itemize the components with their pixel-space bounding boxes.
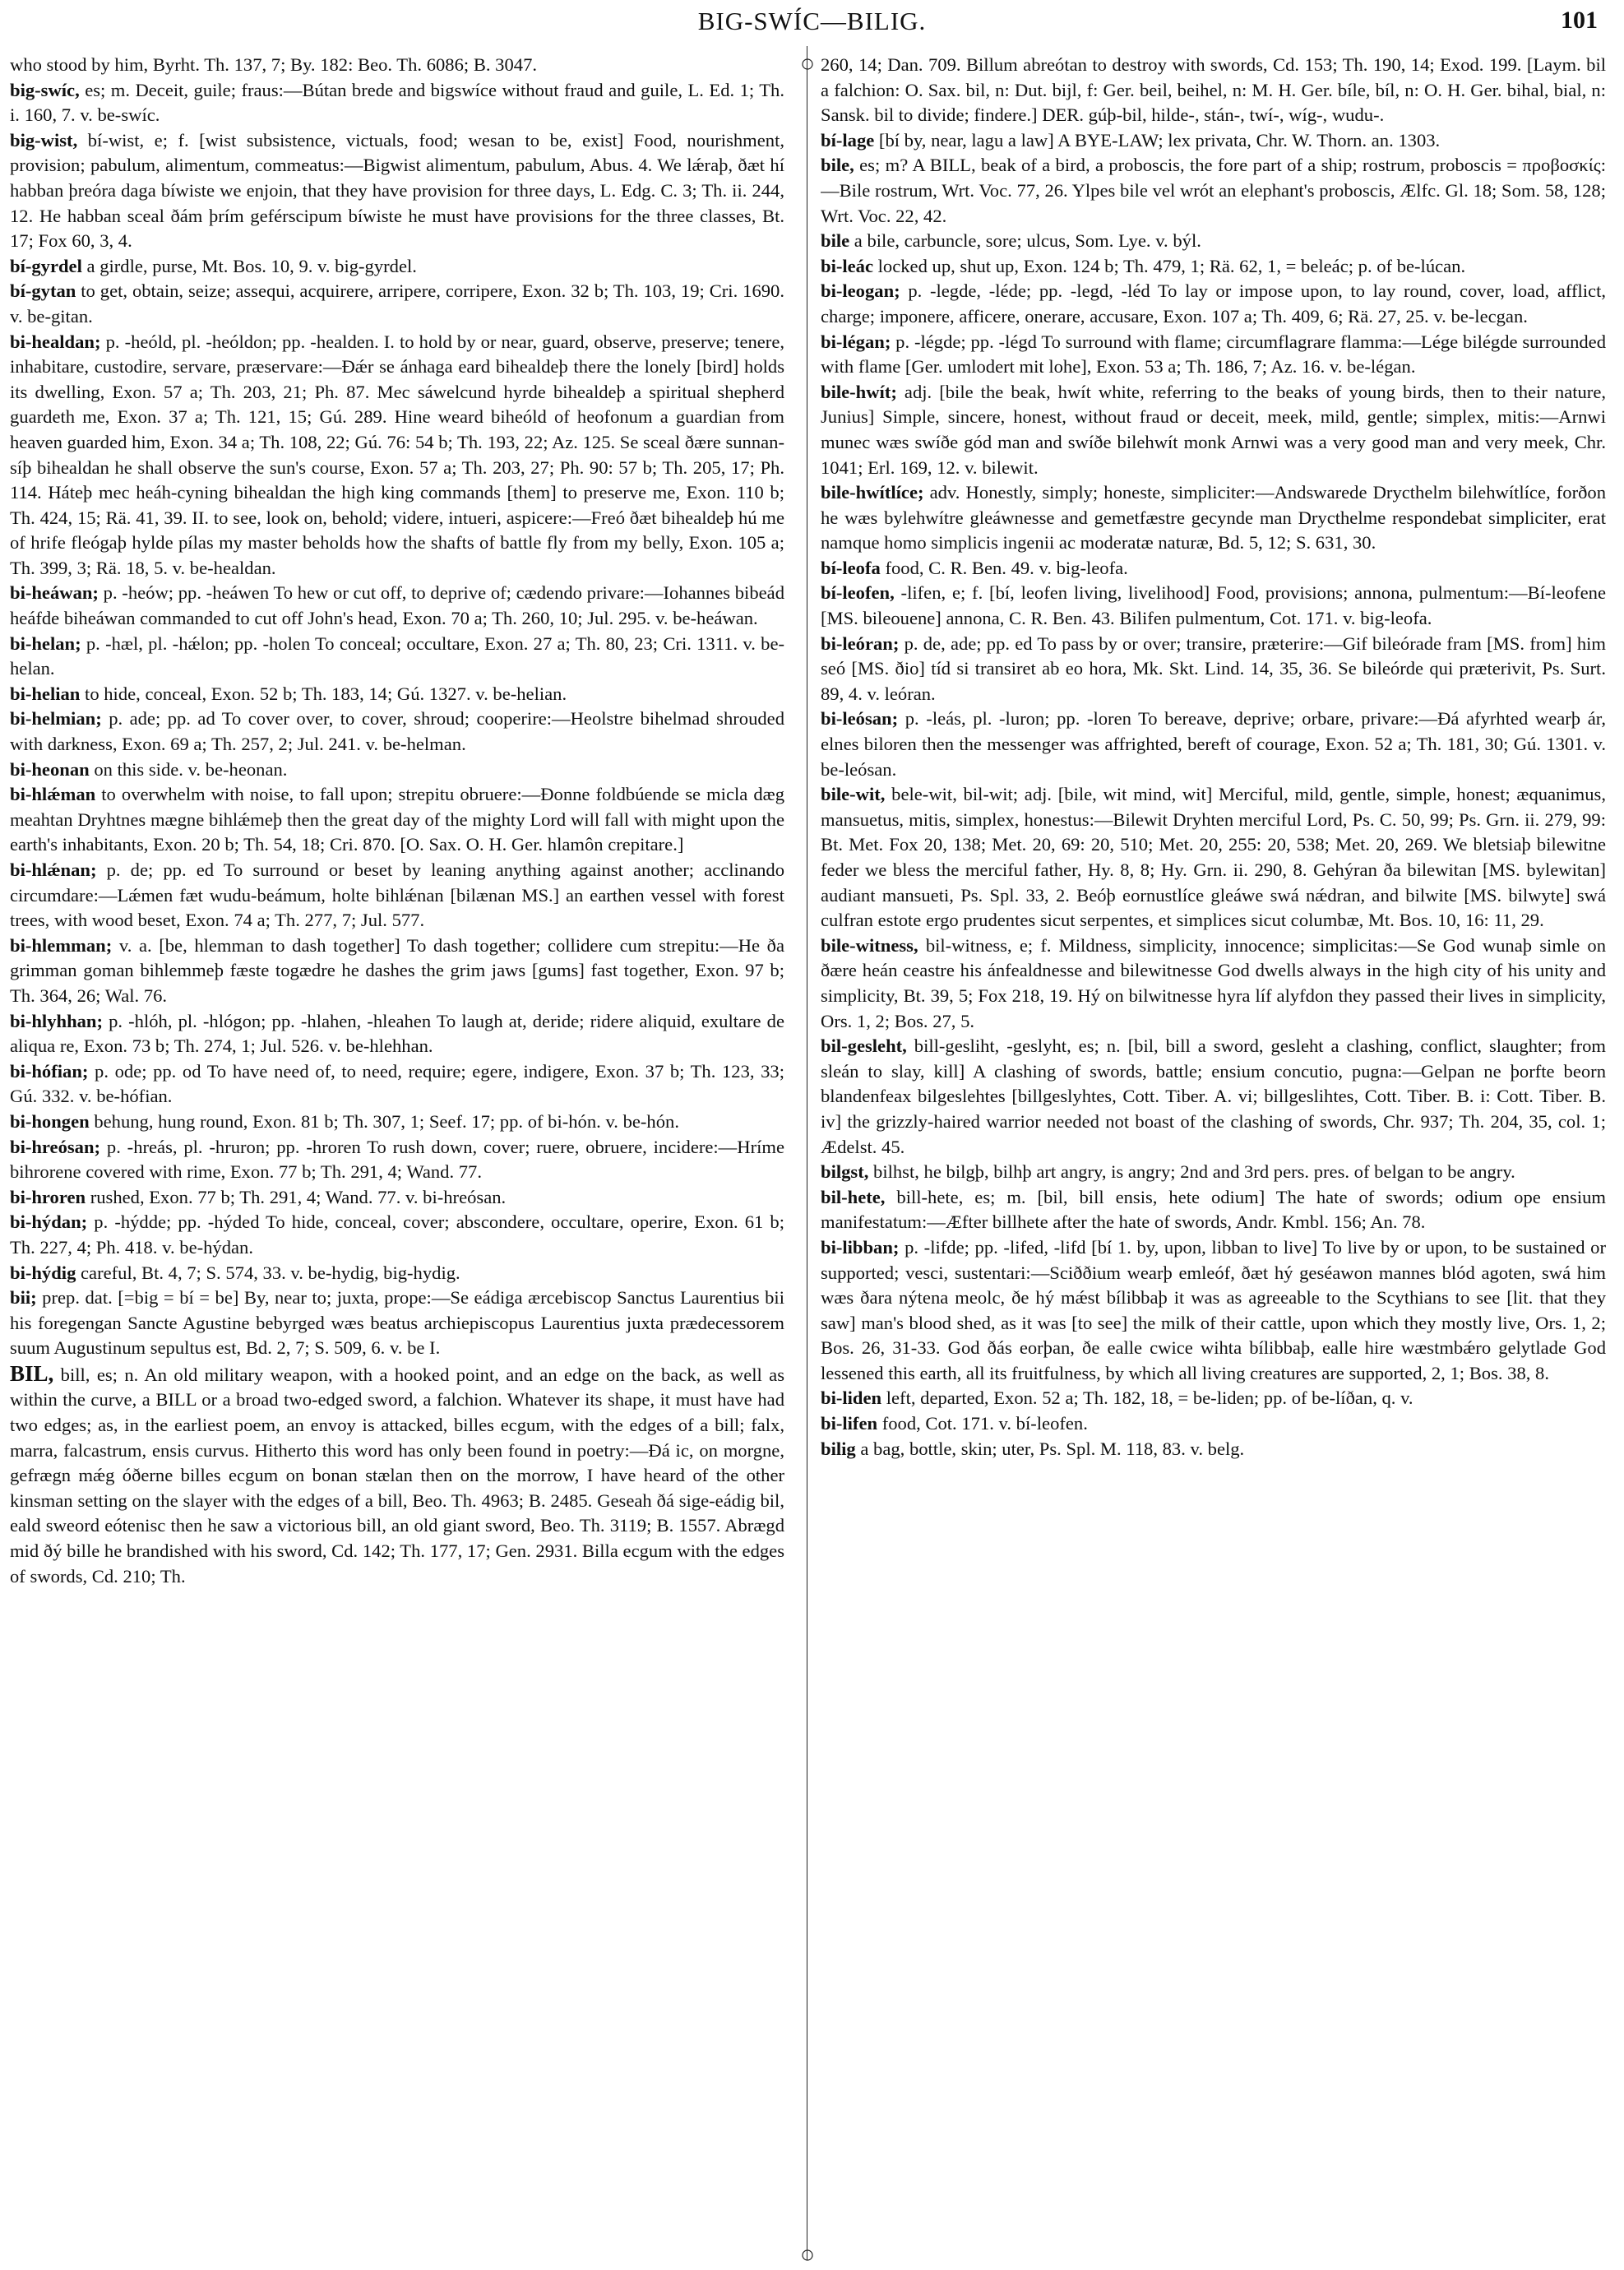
entry-definition: who stood by him, Byrht. Th. 137, 7; By. 182: Beo. Th. 6086; B. 3047. (10, 54, 538, 75)
entry-headword: bí-gyrdel (10, 255, 82, 276)
dictionary-entry (10, 632, 784, 682)
entry-headword: bilig (821, 1438, 856, 1459)
entry-definition: bil-witness, e; f. Mildness, simplicity, innocence; simplicitas:—Se God wunaþ simle on ðære heán ceastre his ánfealdnesse and bilewitnesse God dwells always in the high city of his unity and simplicity, Bt. 39, 5; Fox 218, 19. Hý on bilwitnesse hyra líf alyfdon they passed their lives in simplicity, Ors. 1, 2; Bos. 27, 5. (821, 934, 1606, 1031)
entry-headword: bi-healdan; (10, 331, 101, 352)
entry-definition: to hide, conceal, Exon. 52 b; Th. 183, 14; Gú. 1327. v. be-helian. (80, 683, 567, 704)
entry-headword: bi-liden (821, 1387, 882, 1409)
entry-headword: bii; (10, 1287, 37, 1309)
entry-headword: bil-gesleht, (821, 1035, 907, 1057)
page-header (0, 7, 1624, 43)
entry-headword: bi-hlǽman (10, 784, 96, 805)
dictionary-entry (821, 1411, 1606, 1437)
entry-definition: food, C. R. Ben. 49. v. big-leofa. (880, 557, 1128, 578)
running-head: BIG-SWÍC—BILIG. (697, 7, 927, 35)
dictionary-entry (821, 1235, 1606, 1387)
entry-headword: bile-wit, (821, 784, 886, 805)
entry-headword: bi-hongen (10, 1110, 90, 1132)
dictionary-entry (821, 330, 1606, 380)
dictionary-entry (10, 682, 784, 707)
entry-headword: bi-hreósan; (10, 1136, 101, 1157)
entry-headword: bi-lifen (821, 1413, 878, 1434)
entry-definition: bele-wit, bil-wit; adj. [bile, wit mind, wit] Merciful, mild, gentle, simple, honest; æquanimus, mansuetus, mitis, simplex, honestus:—Bilewit Dryhten merciful Lord, Ps. C. 50, 99; Ps. Grn. ii. 279, 99: Bt. Met. Fox 20, 138; Met. 20, 69: 20, 510; Met. 20, 255: 20, 538; Met. 20, 269. We bletsiaþ bilewitne feder we bless the merciful father, Hy. 8, 8; Hy. Grn. ii. 290, 8. Gehýran ða bilewitan [MS. bylewitan] audiant mansueti, Ps. Spl. 33, 2. Beóþ eornustlíce gleáwe swá nǽdran, and bilwite [MS. bilwyte] swá culfran estote ergo prudentes sicut serpentes, et simplices sicut columbæ, Mt. Bos. 10, 16: 11, 29. (821, 784, 1606, 931)
entry-definition: bilhst, he bilgþ, bilhþ art angry, is angry; 2nd and 3rd pers. pres. of belgan to be angry. (868, 1161, 1515, 1183)
divider-ornament-top (796, 53, 819, 76)
entry-headword: bile-hwítlíce; (821, 482, 924, 503)
entry-definition: es; m. Deceit, guile; fraus:—Bútan brede and bigswíce without fraud and guile, L. Ed. 1; Th. i. 160, 7. v. be-swíc. (10, 79, 784, 126)
entry-headword: bí-leofen, (821, 582, 895, 604)
entry-headword: bi-hlyhhan; (10, 1010, 104, 1031)
entry-headword: bí-lage (821, 129, 875, 151)
dictionary-entry (10, 1361, 784, 1589)
entry-headword: bi-leác (821, 255, 873, 276)
entry-headword: bile, (821, 155, 854, 176)
entry-definition: behung, hung round, Exon. 81 b; Th. 307, 1; Seef. 17; pp. of bi-hón. v. be-hón. (89, 1110, 679, 1132)
entry-headword: bi-libban; (821, 1236, 900, 1258)
entry-headword: bí-gytan (10, 280, 76, 302)
dictionary-entry (10, 581, 784, 631)
entry-headword: bi-hlǽnan; (10, 859, 97, 880)
entry-definition: a bile, carbuncle, sore; ulcus, Som. Lye. v. býl. (849, 230, 1201, 252)
entry-headword: bi-hlemman; (10, 934, 113, 956)
dictionary-entry (821, 1386, 1606, 1411)
dictionary-entry (10, 757, 784, 783)
entry-definition: bill, es; n. An old military weapon, with a hooked point, and an edge on the back, as well as within the curve, a BILL or a broad two-edged sword, a falchion. Whatever its shape, it must have had two edges; as, in the earliest poem, an envoy is attacked, billes ecgum, with the edges of a bill; falx, marra, falcastrum, ensis curvus. Hitherto this word has only been found in poetry:—Ðá ic, on morgne, gefrægn mǽg óðerne billes ecgum on bonan stælan then on the morrow, I have heard of the other kinsman setting on the slayer with the edges of a bill, Beo. Th. 4963; B. 2485. Geseah ðá sige-eádig bil, eald sweord eótenisc then he saw a victorious bill, an old giant sword, Beo. Th. 3119; B. 1557. Abrægd mid ðý bille he brandished with his sword, Cd. 142; Th. 177, 17; Gen. 2931. Billa ecgum with the edges of swords, Cd. 210; Th. (10, 1364, 784, 1587)
dictionary-entry (10, 53, 784, 78)
dictionary-entry (821, 229, 1606, 254)
entry-definition: 260, 14; Dan. 709. Billum abreótan to destroy with swords, Cd. 153; Th. 190, 14; Exod. 199. [Laym. bil a falchion: O. Sax. bil, n: Dut. bijl, f: Ger. beil, beihel, n: M. H. Ger. bíle, bíl, n: O. H. Ger. bihal, bial, n: Sansk. bil to divide; findere.] DER. gúþ-bil, hilde-, stán-, twí-, wíg-, wudu-. (821, 54, 1606, 126)
dictionary-entry (821, 53, 1606, 128)
entry-headword: bi-leóran; (821, 632, 900, 654)
dictionary-entry (821, 380, 1606, 480)
entry-definition: food, Cot. 171. v. bí-leofen. (877, 1413, 1088, 1434)
dictionary-entry (821, 632, 1606, 707)
entry-definition: a bag, bottle, skin; uter, Ps. Spl. M. 118, 83. v. belg. (855, 1438, 1245, 1459)
dictionary-entry (821, 1185, 1606, 1235)
entry-definition: to overwhelm with noise, to fall upon; strepitu obruere:—Ðonne foldbúende se micla dæg meahtan Dryhtnes mægne bihlǽmeþ then the great day of the mighty Lord will fall with might upon the earth's inhabitants, Exon. 20 b; Th. 54, 18; Cri. 870. [O. Sax. O. H. Ger. hlamôn crepitare.] (10, 784, 784, 855)
entry-definition: p. de, ade; pp. ed To pass by or over; transire, præterire:—Gif bileórade fram [MS. from] him seó [MS. ðio] tíd si transiret ab eo hora, Mk. Skt. Lind. 14, 35, 36. Se bileórde qui præterivit, Ps. Surt. 89, 4. v. leóran. (821, 632, 1606, 704)
entry-headword: bi-hýdan; (10, 1211, 88, 1233)
dictionary-entry (10, 858, 784, 933)
page-number: 101 (1561, 7, 1598, 34)
dictionary-entry (821, 1034, 1606, 1160)
entry-definition: [bí by, near, lagu a law] A BYE-LAW; lex privata, Chr. W. Thorn. an. 1303. (874, 129, 1441, 151)
entry-headword: bi-helan; (10, 632, 81, 654)
entry-headword: bile-witness, (821, 934, 918, 956)
entry-definition: to get, obtain, seize; assequi, acquirere, arripere, corripere, Exon. 32 b; Th. 103, 19; Cri. 1690. v. be-gitan. (10, 280, 784, 327)
dictionary-entry (10, 254, 784, 280)
entry-definition: left, departed, Exon. 52 a; Th. 182, 18, = be-liden; pp. of be-líðan, q. v. (881, 1387, 1413, 1409)
entry-headword: bi-heáwan; (10, 582, 99, 604)
dictionary-entry (821, 556, 1606, 581)
dictionary-entry (10, 1286, 784, 1361)
left-column (10, 53, 784, 2257)
dictionary-entry (821, 480, 1606, 556)
dictionary-entry (10, 933, 784, 1009)
entry-headword: bil-hete, (821, 1186, 886, 1207)
entry-headword: bilgst, (821, 1161, 869, 1183)
entry-definition: p. -legde, -léde; pp. -legd, -léd To lay or impose upon, to lay round, cover, load, afflict, charge; imponere, afficere, onerare, accusare, Exon. 107 a; Th. 409, 6; Rä. 27, 25. v. be-lecgan. (821, 280, 1606, 327)
entry-headword: big-swíc, (10, 79, 80, 100)
divider-ornament-bottom (796, 2247, 819, 2267)
entry-headword: bi-hýdig (10, 1262, 76, 1283)
entry-headword: bile-hwít; (821, 381, 897, 402)
dictionary-entry (10, 1261, 784, 1286)
entry-definition: on this side. v. be-heonan. (89, 758, 288, 780)
entry-headword: bi-helmian; (10, 708, 102, 730)
dictionary-entry (10, 1210, 784, 1260)
entry-headword: bi-légan; (821, 331, 891, 352)
dictionary-entry (821, 153, 1606, 229)
entry-headword: bi-heonan (10, 758, 90, 780)
dictionary-entry (821, 279, 1606, 329)
dictionary-entry (10, 128, 784, 254)
entry-definition: locked up, shut up, Exon. 124 b; Th. 479, 1; Rä. 62, 1, = beleác; p. of be-lúcan. (873, 255, 1466, 276)
right-column (821, 53, 1606, 2257)
entry-definition: es; m? A BILL, beak of a bird, a proboscis, the fore part of a ship; rostrum, proboscis = προβοσκίς:—Bile rostrum, Wrt. Voc. 77, 26. Ylpes bile vel wrót an elephant's proboscis, Ælfc. Gl. 18; Som. 58, 128; Wrt. Voc. 22, 42. (821, 155, 1606, 226)
entry-definition: p. -heóld, pl. -heóldon; pp. -healden. I. to hold by or near, guard, observe, preserve; tenere, inhabitare, custodire, servare, præservare:—Ðǽr se ánhaga eard bihealdeþ there the lonely [bird] holds its dwelling, Exon. 57 a; Th. 203, 21; Ph. 87. Mec sáwelcund hyrde bihealdeþ a spiritual shepherd guardeth me, Exon. 37 a; Th. 121, 15; Gú. 289. Hine weard biheóld of heofonum a guardian from heaven guarded him, Exon. 34 a; Th. 108, 22; Gú. 76: 54 b; Th. 193, 22; Az. 125. Se sceal ðære sunnan-síþ bihealdan he shall observe the sun's course, Exon. 57 a; Th. 203, 27; Ph. 90: 57 b; Th. 205, 17; Ph. 114. Háteþ mec heáh-cyning bihealdan the high king commands [them] to preserve me, Exon. 110 b; Th. 424, 15; Rä. 41, 39. II. to see, look on, behold; videre, intueri, aspicere:—Freó ðæt bihealdeþ hú me of hrife fleógaþ hylde pílas my master beholds how the shafts of battle fly from my belly, Exon. 105 a; Th. 399, 3; Rä. 18, 5. v. be-healdan. (10, 331, 784, 578)
dictionary-entry (10, 279, 784, 329)
entry-definition: p. -leás, pl. -luron; pp. -loren To bereave, deprive; orbare, privare:—Ðá afyrhted wearþ ár, elnes biloren then the messenger was affrighted, bereft of courage, Exon. 52 a; Th. 181, 30; Gú. 1301. v. be-leósan. (821, 708, 1606, 780)
entry-definition: v. a. [be, hlemman to dash together] To dash together; collidere cum strepitu:—He ða grimman goman bihlemmeþ fæste togædre he dashes the grim jaws [gums] fast together, Exon. 97 b; Th. 364, 26; Wal. 76. (10, 934, 784, 1006)
entry-headword: big-wist, (10, 129, 78, 151)
dictionary-entry (10, 330, 784, 581)
dictionary-entry (10, 1009, 784, 1059)
dictionary-entry (10, 706, 784, 757)
entry-definition: p. ode; pp. od To have need of, to need, require; egere, indigere, Exon. 37 b; Th. 123, 33; Gú. 332. v. be-hófian. (10, 1060, 784, 1107)
entry-headword: bí-leofa (821, 557, 881, 578)
entry-definition: p. -légde; pp. -légd To surround with flame; circumflagrare flamma:—Lége bilégde surrounded with flame [Ger. umlodert mit lohe], Exon. 53 a; Th. 186, 7; Az. 16. v. be-légan. (821, 331, 1606, 378)
entry-definition: bill-gesliht, -geslyht, es; n. [bil, bill a sword, gesleht a clashing, conflict, slaughter; from sleán to slay, kill] A clashing of swords, battle; ensium concutio, pugna:—Gelpan ne þorfte beorn blandenfeax bilgeslehtes [billgeslyhtes, Cott. Tiber. A. vi; billgeslihtes, Cott. Tiber. B. i: Cott. Tiber. B. iv] the grizzly-haired warrior needed not boast of the clashing of swords, Chr. 937; Th. 204, 35, col. 1; Ædelst. 45. (821, 1035, 1606, 1157)
dictionary-entry (10, 1135, 784, 1185)
entry-headword: bi-hroren (10, 1186, 86, 1207)
entry-definition: p. -hlóh, pl. -hlógon; pp. -hlahen, -hleahen To laugh at, deride; ridere aliquid, exultare de aliqua re, Exon. 73 b; Th. 274, 1; Jul. 526. v. be-hlehhan. (10, 1010, 784, 1057)
entry-definition: bí-wist, e; f. [wist subsistence, victuals, food; wesan to be, exist] Food, nourishment, provision; pabulum, alimentum, commeatus:—Bigwist alimentum, pabulum, Abus. 4. We lǽraþ, ðæt hí habban þreóra daga bíwiste we enjoin, that they have provision for three days, L. Edg. C. 3; Th. ii. 244, 12. He habban sceal ðám þrím geférscipum bíwiste he must have provisions for the three classes, Bt. 17; Fox 60, 3, 4. (10, 129, 784, 252)
entry-definition: p. -hæl, pl. -hǽlon; pp. -holen To conceal; occultare, Exon. 27 a; Th. 80, 23; Cri. 1311. v. be-helan. (10, 632, 784, 679)
dictionary-entry (821, 128, 1606, 154)
entry-definition: rushed, Exon. 77 b; Th. 291, 4; Wand. 77. v. bi-hreósan. (86, 1186, 507, 1207)
dictionary-entry (821, 706, 1606, 782)
dictionary-entry (821, 254, 1606, 280)
entry-definition: p. -lifde; pp. -lifed, -lifd [bí 1. by, upon, libban to live] To live by or upon, to be sustained or supported; vesci, sustentari:—Sciððium wearþ emleóf, ðæt hý geséawon mannes blód agoten, swá him wæs ðara nýtena meolc, ðe hý mǽst bílibbaþ it was as agreeable to the Scythians to see [lit. that they saw] man's blood shed, as it was [to see] the milk of their cattle, upon which they mostly live, Ors. 1, 2; Bos. 26, 31-33. God ðás eorþan, ðe ealle cwice wihta bílibbaþ, ealle hire wæstmbǽro gelytlade God lessened this earth, all its fruitfulness, by which all living creatures are supported, 2, 1; Bos. 38, 8. (821, 1236, 1606, 1383)
entry-definition: p. -hreás, pl. -hruron; pp. -hroren To rush down, cover; ruere, obruere, incidere:—Hríme bihrorene covered with rime, Exon. 77 b; Th. 291, 4; Wand. 77. (10, 1136, 784, 1183)
entry-headword: bi-leogan; (821, 280, 900, 302)
entry-definition: p. de; pp. ed To surround or beset by leaning anything against another; acclinando circumdare:—Lǽmen fæt wudu-beámum, holte bihlǽnan [bilænan MS.] an earthen vessel with forest trees, with wood beset, Exon. 74 a; Th. 277, 7; Jul. 577. (10, 859, 784, 931)
dictionary-entry (821, 933, 1606, 1034)
entry-definition: adj. [bile the beak, hwít white, referring to the beaks of young birds, then to their nature, Junius] Simple, sincere, honest, without fraud or deceit, meek, mild, gentle; simplex, mitis:—Arnwi munec wæs swíðe gód man and swíðe bilehwít monk Arnwi was a very good man and very meek, Chr. 1041; Erl. 169, 12. v. bilewit. (821, 381, 1606, 478)
dictionary-entry (10, 78, 784, 128)
dictionary-entry (10, 1059, 784, 1110)
entry-definition: prep. dat. [=big = bí = be] By, near to; juxta, prope:—Se eádiga ærcebiscop Sanctus Laurentius bii his foregengan Sancte Agustine bebyrged wæs beatus archiepiscopus Laurentius juxta prædecessorem suum Augustinum sepultus est, Bd. 2, 7; S. 509, 6. v. be I. (10, 1287, 784, 1359)
entry-headword: bi-leósan; (821, 708, 899, 730)
dictionary-entry (821, 1437, 1606, 1462)
entry-definition: p. -hýdde; pp. -hýded To hide, conceal, cover; abscondere, occultare, operire, Exon. 61 b; Th. 227, 4; Ph. 418. v. be-hýdan. (10, 1211, 784, 1258)
entry-headword: bi-hófian; (10, 1060, 89, 1082)
dictionary-entry (821, 782, 1606, 933)
entry-definition: bill-hete, es; m. [bil, bill ensis, hete odium] The hate of swords; odium ope ensium manifestatum:—Æfter billhete after the hate of swords, Andr. Kmbl. 156; An. 78. (821, 1186, 1606, 1233)
entry-definition: a girdle, purse, Mt. Bos. 10, 9. v. big-gyrdel. (81, 255, 417, 276)
dictionary-entry (821, 581, 1606, 631)
entry-definition: -lifen, e; f. [bí, leofen living, livelihood] Food, provisions; annona, pulmentum:—Bí-leofene [MS. bileouene] annona, C. R. Ben. 43. Bilifen pulmentum, Cot. 171. v. big-leofa. (821, 582, 1606, 629)
dictionary-entry (10, 1185, 784, 1211)
entry-definition: p. -heów; pp. -heáwen To hew or cut off, to deprive of; cædendo privare:—Iohannes bibeád heáfde biheáwan commanded to cut off John's head, Exon. 70 a; Th. 260, 10; Jul. 295. v. be-heáwan. (10, 582, 784, 629)
entry-definition: careful, Bt. 4, 7; S. 574, 33. v. be-hydig, big-hydig. (76, 1262, 460, 1283)
entry-definition: p. ade; pp. ad To cover over, to cover, shroud; cooperire:—Heolstre bihelmad shrouded with darkness, Exon. 69 a; Th. 257, 2; Jul. 241. v. be-helman. (10, 708, 784, 755)
dictionary-entry (10, 1110, 784, 1135)
dictionary-entry (821, 1160, 1606, 1185)
dictionary-entry (10, 782, 784, 858)
entry-definition: adv. Honestly, simply; honeste, simpliciter:—Andswarede Drycthelm bilehwítlíce, forðon he wæs bylehwítre gleáwnesse and gemetfæstre gecynde man Drycthelme respondebat simpliciter, erat namque homo simplicis ingenii ac moderatæ naturæ, Bd. 5, 12; S. 631, 30. (821, 482, 1606, 554)
entry-headword: bi-helian (10, 683, 81, 704)
entry-headword: bile (821, 230, 850, 252)
entry-headword: BIL, (10, 1360, 54, 1386)
